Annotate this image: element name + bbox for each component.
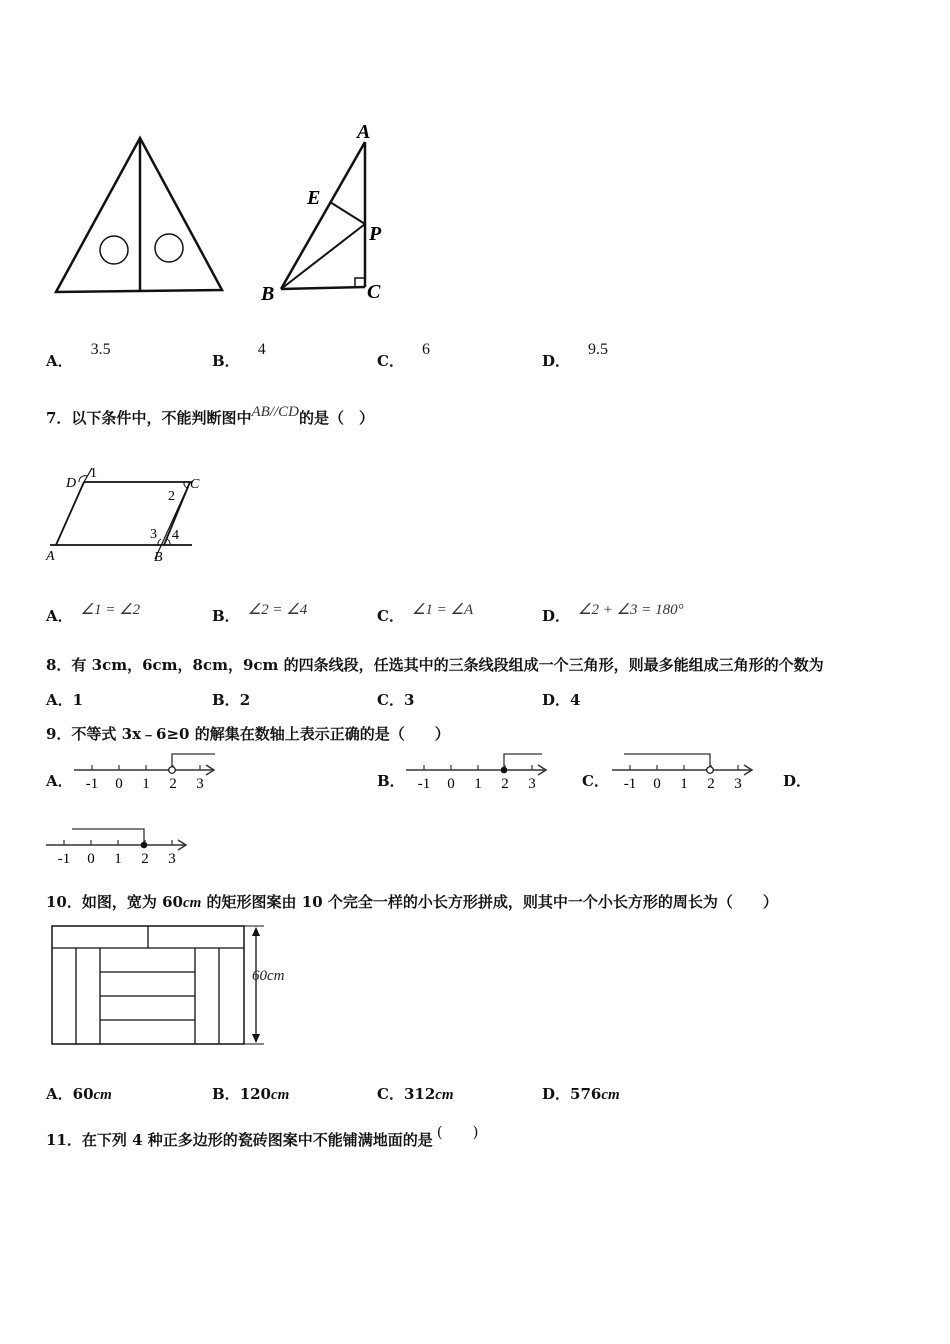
q8-stem: 8．有 3cm，6cm，8cm，9cm 的四条线段，任选其中的三条线段组成一个三角形，则最多能组成三角形的个数为 [46,656,824,674]
stem-text: 11．在下列 4 种正多边形的瓷砖图案中不能铺满地面的是 [46,1131,433,1149]
q10-option-a[interactable] [46,1083,112,1104]
tick-label: -1 [417,776,431,792]
tick-label: 2 [141,851,149,867]
option-value: 9.5 [588,341,609,358]
label-d: D [66,476,77,491]
ticks [624,765,742,792]
stem-text: 的是（ ） [298,409,374,427]
figure-quadrilateral-abcd [40,460,210,570]
q6-option-a[interactable] [46,341,111,371]
open-point [707,767,714,774]
option-value: 3 [403,691,415,709]
option-unit: cm [93,1087,112,1103]
angle-3: 3 [150,527,157,542]
tick-label: 2 [169,776,177,792]
ticks [58,840,176,867]
option-letter: C． [377,691,404,709]
tick-label: -1 [85,776,99,792]
option-value: ∠2 + ∠3 = 180° [578,602,684,618]
q6-option-c[interactable] [377,341,430,371]
q11-stem [46,1123,479,1150]
tick-label: -1 [623,776,637,792]
option-letter: A． [46,352,73,370]
q6-option-b[interactable] [212,341,266,371]
q7-option-d[interactable] [542,602,684,626]
q10-stem [46,891,778,912]
option-value: ∠2 = ∠4 [247,602,308,618]
q7-option-a[interactable] [46,602,141,626]
tick-label: 0 [115,776,123,792]
open-point [169,767,176,774]
q7-option-c[interactable] [377,602,474,626]
tick-label: 3 [196,776,204,792]
option-letter: A． [46,691,73,709]
tick-label: 3 [528,776,536,792]
option-value: ∠1 = ∠A [411,602,474,618]
tick-label: 1 [680,776,688,792]
option-letter: A． [46,607,73,625]
q7-stem [46,404,374,428]
option-value: 312 [403,1085,436,1103]
option-letter: A． [46,1085,73,1103]
option-unit: cm [601,1087,620,1103]
stem-unit: cm [182,895,202,911]
option-value: 1 [72,691,84,709]
q9-stem: 9．不等式 3x﹣6≥0 的解集在数轴上表示正确的是（ ） [46,725,450,743]
answer-paren: ( ) [436,1123,479,1141]
option-value: 120 [239,1085,271,1103]
tick-label: 3 [168,851,176,867]
q8-option-d[interactable] [542,689,580,710]
q9-number-line-b[interactable] [402,748,552,792]
q9-number-line-c[interactable] [608,748,758,792]
option-letter: C． [377,607,404,625]
option-value: 60 [72,1085,94,1103]
option-value: 576 [570,1085,602,1103]
angle-4: 4 [172,528,179,543]
option-value: 4 [570,691,581,709]
q8-option-a[interactable] [46,689,83,710]
tick-label: 1 [142,776,150,792]
ticks [86,765,204,792]
option-letter: B． [212,352,240,370]
tick-label: 0 [87,851,95,867]
q8-option-b[interactable] [212,689,250,710]
q9-number-line-a[interactable] [70,748,220,792]
label-b: B [154,550,163,565]
tick-label: 0 [653,776,661,792]
tick-label: 2 [501,776,509,792]
label-p: P [369,223,382,245]
label-a: A [46,549,55,564]
q6-option-d[interactable] [542,341,609,371]
option-letter: D． [542,352,571,370]
angle-2: 2 [168,489,175,504]
q9-option-c-letter[interactable]: C． [582,772,609,790]
figure-isosceles-triangle [50,130,230,300]
label-e: E [307,187,321,209]
option-letter: D． [542,607,571,625]
option-letter: C． [377,1085,404,1103]
angle-1: 1 [90,466,97,481]
option-letter: C． [377,352,404,370]
option-value: 4 [257,341,266,358]
tick-label: 0 [447,776,455,792]
option-unit: cm [271,1087,290,1103]
option-value: 3.5 [90,341,111,358]
stem-text: 7．以下条件中，不能判断图中 [46,409,252,427]
figure-right-triangle-abc [255,120,395,310]
label-b: B [261,283,275,305]
q9-number-line-d[interactable] [42,823,192,867]
closed-point [141,842,148,849]
tick-label: 1 [474,776,482,792]
tick-label: 2 [707,776,715,792]
ticks [418,765,536,792]
q7-option-b[interactable] [212,602,308,626]
closed-point [501,767,508,774]
option-letter: B． [212,691,240,709]
q9-option-a-letter[interactable]: A． [46,772,73,790]
option-letter: B． [212,1085,240,1103]
tick-label: 1 [114,851,122,867]
q9-option-d-letter[interactable]: D． [783,772,812,790]
stem-text: 10．如图，宽为 60 [46,893,183,911]
option-letter: D． [542,1085,571,1103]
label-c: C [190,477,200,492]
option-letter: B． [212,607,240,625]
tick-label: -1 [57,851,71,867]
label-a: A [357,121,371,143]
option-value: 2 [239,691,251,709]
q9-option-b-letter[interactable]: B． [377,772,405,790]
dimension-label: 60cm [252,968,285,984]
figure-rectangle-tiling [48,922,308,1052]
option-unit: cm [435,1087,454,1103]
label-c: C [367,281,381,303]
tick-label: 3 [734,776,742,792]
q10-option-c[interactable] [377,1083,454,1104]
option-letter: D． [542,691,571,709]
stem-math: AB//CD [251,404,299,420]
q10-option-d[interactable] [542,1083,620,1104]
option-value: ∠1 = ∠2 [80,602,141,618]
stem-text: 的矩形图案由 10 个完全一样的小长方形拼成，则其中一个小长方形的周长为（ ） [201,893,778,911]
q10-option-b[interactable] [212,1083,289,1104]
q8-option-c[interactable] [377,689,414,710]
option-value: 6 [421,341,430,358]
